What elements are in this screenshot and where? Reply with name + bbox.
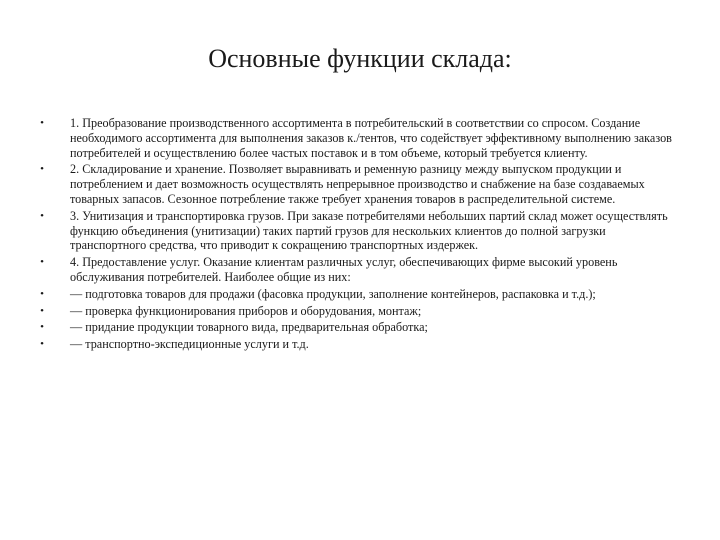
list-item: [36, 162, 676, 206]
bullet-icon: •: [40, 338, 44, 351]
list-item: [36, 209, 676, 253]
list-item: [36, 304, 676, 319]
item-text: 3. Унитизация и транспортировка грузов. При заказе потребителями небольших партий склад может осуществлять функцию объединения (унитизации) таких партий грузов для нескольких клиентов до полной загрузки транспортного средства, что приводит к сокращению транспортных издержек.: [70, 208, 668, 253]
bullet-icon: •: [40, 287, 44, 300]
list-item: [36, 255, 676, 285]
item-text: 1. Преобразование производственного ассортимента в потребительский в соответствии со спросом. Создание необходимого ассортимента для выполнения заказов к./тентов, что содействует эффективному выполнению заказов потребителей и осуществлению более частых поставок и в том объеме, который требуется клиенту.: [70, 116, 672, 160]
bullet-icon: •: [40, 304, 44, 317]
item-text: 2. Складирование и хранение. Позволяет выравнивать и ременную разницу между выпуском продукции и потреблением и дает возможность осуществлять непрерывное производство и снабжение на базе создаваемых товарных запасов. Сезонное потребление также требует хранения товаров в распределительной системе.: [70, 162, 645, 206]
list-item: [36, 337, 676, 352]
bullet-icon: •: [40, 163, 44, 176]
list-item: [36, 287, 676, 302]
bullet-icon: •: [40, 256, 44, 269]
bullet-icon: •: [40, 209, 44, 222]
item-text: — проверка функционирования приборов и оборудования, монтаж;: [70, 303, 422, 318]
item-text: — подготовка товаров для продажи (фасовка продукции, заполнение контейнеров, распаковка и т.д.);: [70, 286, 596, 301]
bullet-icon: •: [40, 321, 44, 334]
bullet-list: [36, 116, 676, 354]
list-item: [36, 116, 676, 160]
list-item: [36, 320, 676, 335]
slide-title: Основные функции склада:: [208, 44, 512, 73]
bullet-icon: •: [40, 117, 44, 129]
item-text: — придание продукции товарного вида, предварительная обработка;: [70, 320, 428, 335]
item-text: 4. Предоставление услуг. Оказание клиентам различных услуг, обеспечивающих фирме высокий уровень обслуживания потребителей. Наиболее общие из них:: [70, 255, 618, 284]
item-text: — транспортно-экспедиционные услуги и т.д.: [70, 337, 309, 352]
